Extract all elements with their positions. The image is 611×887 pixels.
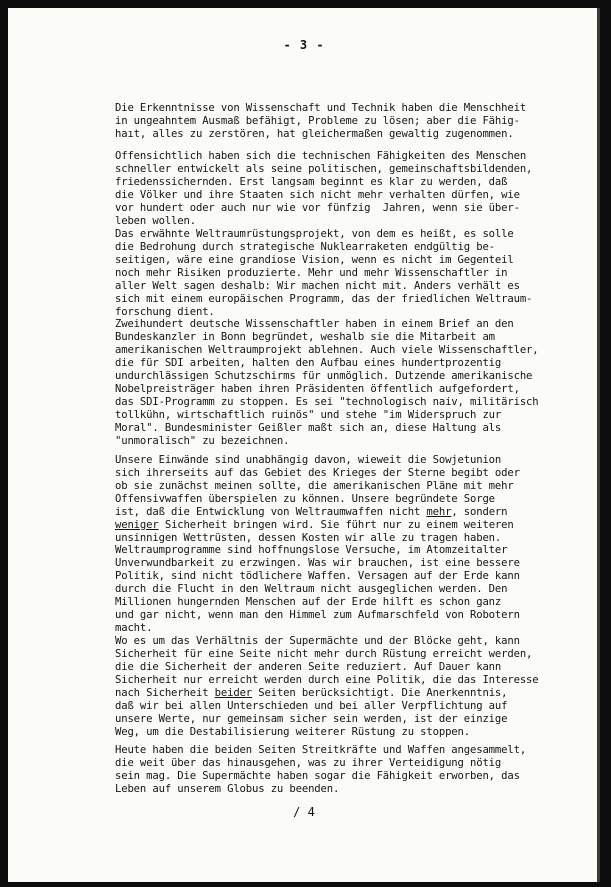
text-line <box>115 635 595 648</box>
text-line <box>115 609 595 622</box>
text-line <box>115 422 595 435</box>
text-line <box>115 661 595 674</box>
text-line <box>115 254 595 267</box>
paragraph <box>115 150 595 228</box>
text-segment: die Bedrohung durch strategische Nuklearraketen endgültig be- <box>115 241 495 253</box>
text-segment: tollkühn, wirtschaftlich ruinös" und stehe "im Widerspruch zur <box>115 409 502 421</box>
paragraph <box>115 454 595 545</box>
text-line <box>115 454 595 467</box>
text-line <box>115 557 595 570</box>
paragraph <box>115 102 595 141</box>
page-number: - 3 - <box>283 38 325 52</box>
text-line <box>115 176 595 189</box>
underlined-text: mehr <box>426 506 452 518</box>
text-line <box>115 228 595 241</box>
text-segment: Sicherheit nur erreicht werden durch eine Politik, die das Interesse <box>115 674 539 686</box>
text-segment: Heute haben die beiden Seiten Streitkräfte und Waffen angesammelt, <box>115 744 527 756</box>
text-line <box>115 783 595 796</box>
text-segment: Unsere Einwände sind unabhängig davon, wieweit die Sowjetunion <box>115 454 502 466</box>
text-segment: Offensichtlich haben sich die technischen Fähigkeiten des Menschen <box>115 150 527 162</box>
underlined-text: beider <box>214 687 253 699</box>
text-line <box>115 596 595 609</box>
text-segment: noch mehr Risiken produzierte. Mehr und mehr Wissenschaftler in <box>115 267 508 279</box>
text-segment: in ungeahntem Ausmaß befähigt, Probleme zu lösen; aber die Fähig- <box>115 115 520 127</box>
text-line <box>115 318 595 331</box>
text-segment: "unmoralisch" zu bezeichnen. <box>115 435 290 447</box>
text-line <box>115 493 595 506</box>
text-segment: sein mag. Die Supermächte haben sogar die Fähigkeit erworben, das <box>115 770 520 782</box>
text-line <box>115 544 595 557</box>
text-segment: Bundeskanzler in Bonn begründet, weshalb sie die Mitarbeit am <box>115 331 495 343</box>
text-line <box>115 700 595 713</box>
text-segment: unsere Werte, nur gemeinsam sicher sein werden, ist der einzige <box>115 713 508 725</box>
text-segment: durch die Flucht in den Weltraum nicht ausgeglichen werden. Den <box>115 583 508 595</box>
text-segment: Offensivwaffen überspielen zu können. Unsere begründete Sorge <box>115 493 495 505</box>
text-segment: sich ihrerseits auf das Gebiet des Krieges der Sterne begibt oder <box>115 467 520 479</box>
text-segment: daß wir bei allen Unterschieden und bei aller Verpflichtung auf <box>115 700 508 712</box>
text-segment: unsinnigen Wettrüsten, dessen Kosten wir alle zu tragen haben. <box>115 532 502 544</box>
text-segment: macht. <box>115 622 153 634</box>
text-line <box>115 115 595 128</box>
text-segment: Sicherheit bringen wird. Sie führt nur zu einem weiteren <box>158 519 514 531</box>
text-segment: leben wollen. <box>115 215 196 227</box>
text-line <box>115 770 595 783</box>
text-line <box>115 622 595 635</box>
text-line <box>115 128 595 141</box>
text-segment: Moral". Bundesminister Geißler maßt sich an, diese Haltung als <box>115 422 502 434</box>
text-segment: Seiten berücksichtigt. Die Anerkenntnis, <box>252 687 508 699</box>
text-line <box>115 435 595 448</box>
text-line <box>115 570 595 583</box>
text-segment: undurchlässigen Schutzschirms für unmöglich. Dutzende amerikanische <box>115 370 533 382</box>
text-line <box>115 409 595 422</box>
text-segment: Weg, um die Destabilisierung weiterer Rüstung zu stoppen. <box>115 726 470 738</box>
text-line <box>115 331 595 344</box>
paragraph <box>115 544 595 635</box>
paragraph <box>115 318 595 448</box>
scan-edge-shadow <box>597 8 600 882</box>
text-line <box>115 674 595 687</box>
text-segment: und gar nicht, wenn man den Himmel zum Aufmarschfeld von Robotern <box>115 609 520 621</box>
text-segment: nach Sicherheit <box>115 687 215 699</box>
text-segment: Zweihundert deutsche Wissenschaftler haben in einem Brief an den <box>115 318 514 330</box>
text-line <box>115 383 595 396</box>
text-segment: forschung dient. <box>115 306 215 318</box>
text-segment: das SDI-Programm zu stoppen. Es sei "technologisch naiv, militärisch <box>115 396 539 408</box>
text-segment: seitigen, wäre eine grandiose Vision, wenn es nicht im Gegenteil <box>115 254 514 266</box>
text-line <box>115 757 595 770</box>
text-line <box>115 583 595 596</box>
text-segment: Nobelpreisträger haben ihren Präsidenten öffentlich aufgefordert, <box>115 383 520 395</box>
text-segment: die für SDI arbeiten, halten den Aufbau eines hundertprozentig <box>115 357 502 369</box>
text-line <box>115 202 595 215</box>
text-line <box>115 506 595 519</box>
text-line <box>115 267 595 280</box>
text-segment: Millionen hungernden Menschen auf der Erde hilft es schon ganz <box>115 596 502 608</box>
text-line <box>115 370 595 383</box>
text-line <box>115 713 595 726</box>
text-segment: Sicherheit für eine Seite nicht mehr durch Rüstung erreicht werden, <box>115 648 533 660</box>
text-line <box>115 726 595 739</box>
text-line <box>115 241 595 254</box>
text-line <box>115 344 595 357</box>
text-segment: Das erwähnte Weltraumrüstungsprojekt, von dem es heißt, es solle <box>115 228 514 240</box>
text-segment: schneller entwickelt als seine politischen, gemeinschaftsbildenden, <box>115 163 533 175</box>
underlined-text: weniger <box>115 519 159 531</box>
text-line <box>115 102 595 115</box>
text-line <box>115 357 595 370</box>
text-line <box>115 280 595 293</box>
text-line <box>115 648 595 661</box>
text-segment: Wo es um das Verhältnis der Supermächte und der Blöcke geht, kann <box>115 635 520 647</box>
text-line <box>115 293 595 306</box>
text-segment: haıt, alles zu zerstören, hat gleichermaßen gewaltig zugenommen. <box>115 128 514 140</box>
document-page <box>8 8 600 882</box>
text-segment: Weltraumprogramme sind hoffnungslose Versuche, im Atomzeitalter <box>115 544 508 556</box>
text-segment: aller Welt sagen deshalb: Wir machen nicht mit. Anders verhält es <box>115 280 520 292</box>
paragraph <box>115 228 595 319</box>
text-line <box>115 467 595 480</box>
text-line <box>115 744 595 757</box>
text-segment: vor hundert oder auch nur wie vor fünfzig Jahren, wenn sie über- <box>115 202 520 214</box>
text-segment: die weit über das hinausgehen, was zu ihrer Verteidigung nötig <box>115 757 502 769</box>
text-segment: die Völker und ihre Staaten sich nicht mehr verhalten dürfen, wie <box>115 189 520 201</box>
text-line <box>115 150 595 163</box>
paragraph <box>115 744 595 796</box>
text-segment: friedenssichernden. Erst langsam beginnt es klar zu werden, daß <box>115 176 508 188</box>
paragraph <box>115 635 595 739</box>
text-segment: sich mit einem europäischen Programm, das der friedlichen Weltraum- <box>115 293 533 305</box>
text-segment: ist, daß die Entwicklung von Weltraumwaffen nicht <box>115 506 427 518</box>
text-segment: Politik, sind nicht tödlichere Waffen. Versagen auf der Erde kann <box>115 570 520 582</box>
text-segment: Leben auf unserem Globus zu beenden. <box>115 783 340 795</box>
text-line <box>115 396 595 409</box>
text-line <box>115 163 595 176</box>
text-line <box>115 687 595 700</box>
text-segment: ob sie zunächst meinen sollte, die amerikanischen Pläne mit mehr <box>115 480 514 492</box>
text-line <box>115 215 595 228</box>
text-line <box>115 189 595 202</box>
text-segment: die die Sicherheit der anderen Seite reduziert. Auf Dauer kann <box>115 661 502 673</box>
text-segment: Die Erkenntnisse von Wissenschaft und Technik haben die Menschheit <box>115 102 527 114</box>
text-segment: Unverwundbarkeit zu erzwingen. Was wir brauchen, ist eine bessere <box>115 557 520 569</box>
text-segment: amerikanischen Weltraumprojekt ablehnen. Auch viele Wissenschaftler, <box>115 344 539 356</box>
text-segment: , sondern <box>451 506 508 518</box>
text-line <box>115 519 595 532</box>
page-continuation: / 4 <box>293 805 315 819</box>
text-line <box>115 480 595 493</box>
